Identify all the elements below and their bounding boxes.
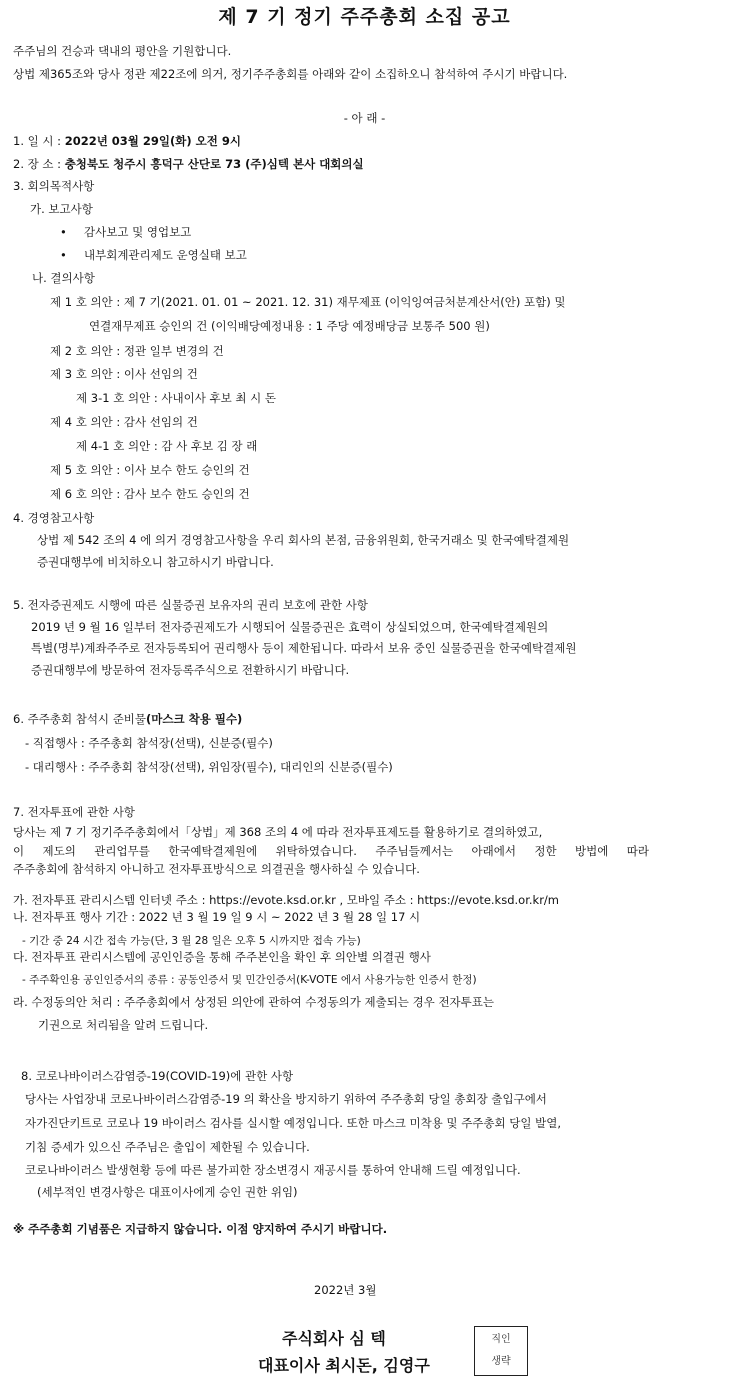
agenda-item: 제 6 호 의안 : 감사 보수 한도 승인의 건 <box>50 487 250 501</box>
agenda-subitem: 제 4-1 호 의안 : 감 사 후보 김 장 래 <box>76 439 258 453</box>
page-title: 제 7 기 정기 주주총회 소집 공고 <box>218 6 511 28</box>
report-item <box>60 248 67 263</box>
section-4-heading: 4. 경영참고사항 <box>13 511 95 525</box>
agenda-item-cont: 연결재무제표 승인의 건 (이익배당예정내용 : 1 주당 예정배당금 보통주 500 원) <box>89 319 490 333</box>
evote-auth-note: - 주주확인용 공인인증서의 종류 : 공동인증서 및 민간인증서(K-VOTE 에서 사용가능한 인증서 한정) <box>22 974 477 986</box>
section-3-heading: 3. 회의목적사항 <box>13 179 95 193</box>
section-6-item: - 직접행사 : 주주총회 참석장(선택), 신분증(필수) <box>25 736 273 750</box>
agenda-item: 제 2 호 의안 : 정관 일부 변경의 건 <box>50 344 224 358</box>
notice-date: 2022년 3월 <box>314 1283 377 1297</box>
section-1-label: 1. 일 시 : <box>13 134 65 148</box>
seal-text: 직인 <box>491 1334 511 1345</box>
meeting-venue: 충청북도 청주시 흥덕구 산단로 73 (주)심텍 본사 대회의실 <box>64 157 364 171</box>
evote-auth: 다. 전자투표 관리시스템에 공인인증을 통해 주주본인을 확인 후 의안별 의결권 행사 <box>13 950 431 964</box>
agenda-item: 제 1 호 의안 : 제 7 기(2021. 01. 01 ~ 2021. 12. 31) 재무제표 (이익잉여금처분계산서(안) 포함) 및 <box>50 295 566 309</box>
section-4-line: 상법 제 542 조의 4 에 의거 경영참고사항을 우리 회사의 본점, 금융위원회, 한국거래소 및 한국예탁결제원 <box>37 533 570 547</box>
evote-address: 가. 전자투표 관리시스템 인터넷 주소 : https://evote.ksd.or.kr , 모바일 주소 : https://evote.ksd.or.kr/m <box>13 893 559 907</box>
section-1-datetime <box>13 134 241 149</box>
agenda-item: 제 4 호 의안 : 감사 선임의 건 <box>50 415 198 429</box>
section-7-para-line: 이 제도의 관리업무를 한국예탁결제원에 위탁하였습니다. 주주님들께서는 아래에서 정한 방법에 따라 <box>13 844 649 858</box>
section-5-line: 증권대행부에 방문하여 전자등록주식으로 전환하시기 바랍니다. <box>31 663 350 677</box>
section-6-item: - 대리행사 : 주주총회 참석장(선택), 위임장(필수), 대리인의 신분증(필수) <box>25 760 393 774</box>
section-7-heading: 7. 전자투표에 관한 사항 <box>13 805 135 819</box>
evote-period: 나. 전자투표 행사 기간 : 2022 년 3 월 19 일 9 시 ~ 2022 년 3 월 28 일 17 시 <box>13 910 421 924</box>
section-8-line: 코로나바이러스 발생현황 등에 따른 불가피한 장소변경시 재공시를 통하여 안내해 드릴 예정입니다. <box>25 1163 521 1177</box>
agenda-subitem: 제 3-1 호 의안 : 사내이사 후보 최 시 돈 <box>76 391 276 405</box>
section-4-line: 증권대행부에 비치하오니 참고하시기 바랍니다. <box>37 555 274 569</box>
evote-amendment: 라. 수정동의안 처리 : 주주총회에서 상정된 의안에 관하여 수정동의가 제출되는 경우 전자투표는 <box>13 995 494 1009</box>
section-5-line: 2019 년 9 월 16 일부터 전자증권제도가 시행되어 실물증권은 효력이 상실되었으며, 한국예탁결제원의 <box>31 620 549 634</box>
mask-required: (마스크 착용 필수) <box>146 712 243 726</box>
section-2-venue <box>13 157 364 172</box>
section-5-line: 특별(명부)계좌주주로 전자등록되어 권리행사 등이 제한됩니다. 따라서 보유 중인 실물증권을 한국예탁결제원 <box>31 641 577 655</box>
evote-period-note: - 기간 중 24 시간 접속 가능(단, 3 월 28 일은 오후 5 시까지만 접속 가능) <box>22 935 361 947</box>
section-7-para-line: 주주총회에 참석하지 아니하고 전자투표방식으로 의결권을 행사하실 수 있습니다. <box>13 862 420 876</box>
section-6-title: 6. 주주총회 참석시 준비물 <box>13 712 147 726</box>
bullet-icon: • <box>60 225 67 239</box>
report-item <box>60 225 67 240</box>
section-8-heading: 8. 코로나바이러스감염증-19(COVID-19)에 관한 사항 <box>21 1069 294 1083</box>
section-5-heading: 5. 전자증권제도 시행에 따른 실물증권 보유자의 권리 보호에 관한 사항 <box>13 598 368 612</box>
report-item-text: 내부회계관리제도 운영실태 보고 <box>84 248 247 262</box>
report-heading: 가. 보고사항 <box>30 202 93 216</box>
ceo-names: 대표이사 최시돈, 김영구 <box>258 1356 430 1375</box>
resolution-heading: 나. 결의사항 <box>32 271 95 285</box>
intro-line: 상법 제365조와 당사 정관 제22조에 의거, 정기주주총회를 아래와 같이 소집하오니 참석하여 주시기 바랍니다. <box>13 67 568 81</box>
intro-line: 주주님의 건승과 댁내의 평안을 기원합니다. <box>13 44 232 58</box>
meeting-datetime: 2022년 03월 29일(화) 오전 9시 <box>64 134 241 148</box>
bullet-icon: • <box>60 248 67 262</box>
section-7-para-line: 당사는 제 7 기 정기주주총회에서「상법」제 368 조의 4 에 따라 전자투표제도를 활용하기로 결의하였고, <box>13 825 543 839</box>
agenda-item: 제 5 호 의안 : 이사 보수 한도 승인의 건 <box>50 463 250 477</box>
section-8-line: (세부적인 변경사항은 대표이사에게 승인 권한 위임) <box>37 1185 298 1199</box>
evote-amendment-cont: 기권으로 처리됨을 알려 드립니다. <box>38 1018 209 1032</box>
seal-text: 생략 <box>491 1356 511 1367</box>
section-8-line: 당사는 사업장내 코로나바이러스감염증-19 의 확산을 방지하기 위하여 주주총회 당일 총회장 출입구에서 <box>25 1092 547 1106</box>
section-8-line: 기침 증세가 있으신 주주님은 출입이 제한될 수 있습니다. <box>25 1140 310 1154</box>
section-6-heading <box>13 712 242 727</box>
section-2-label: 2. 장 소 : <box>13 157 65 171</box>
section-8-line: 자가진단키트로 코로나 19 바이러스 검사를 실시할 예정입니다. 또한 마스크 미착용 및 주주총회 당일 발열, <box>25 1116 562 1130</box>
seal-omitted-box <box>474 1326 528 1376</box>
report-item-text: 감사보고 및 영업보고 <box>84 225 192 239</box>
agenda-item: 제 3 호 의안 : 이사 선임의 건 <box>50 367 198 381</box>
company-name: 주식회사 심 텍 <box>282 1329 386 1348</box>
souvenir-notice: ※ 주주총회 기념품은 지급하지 않습니다. 이점 양지하여 주시기 바랍니다. <box>13 1222 388 1236</box>
below-marker: - 아 래 - <box>343 111 386 125</box>
